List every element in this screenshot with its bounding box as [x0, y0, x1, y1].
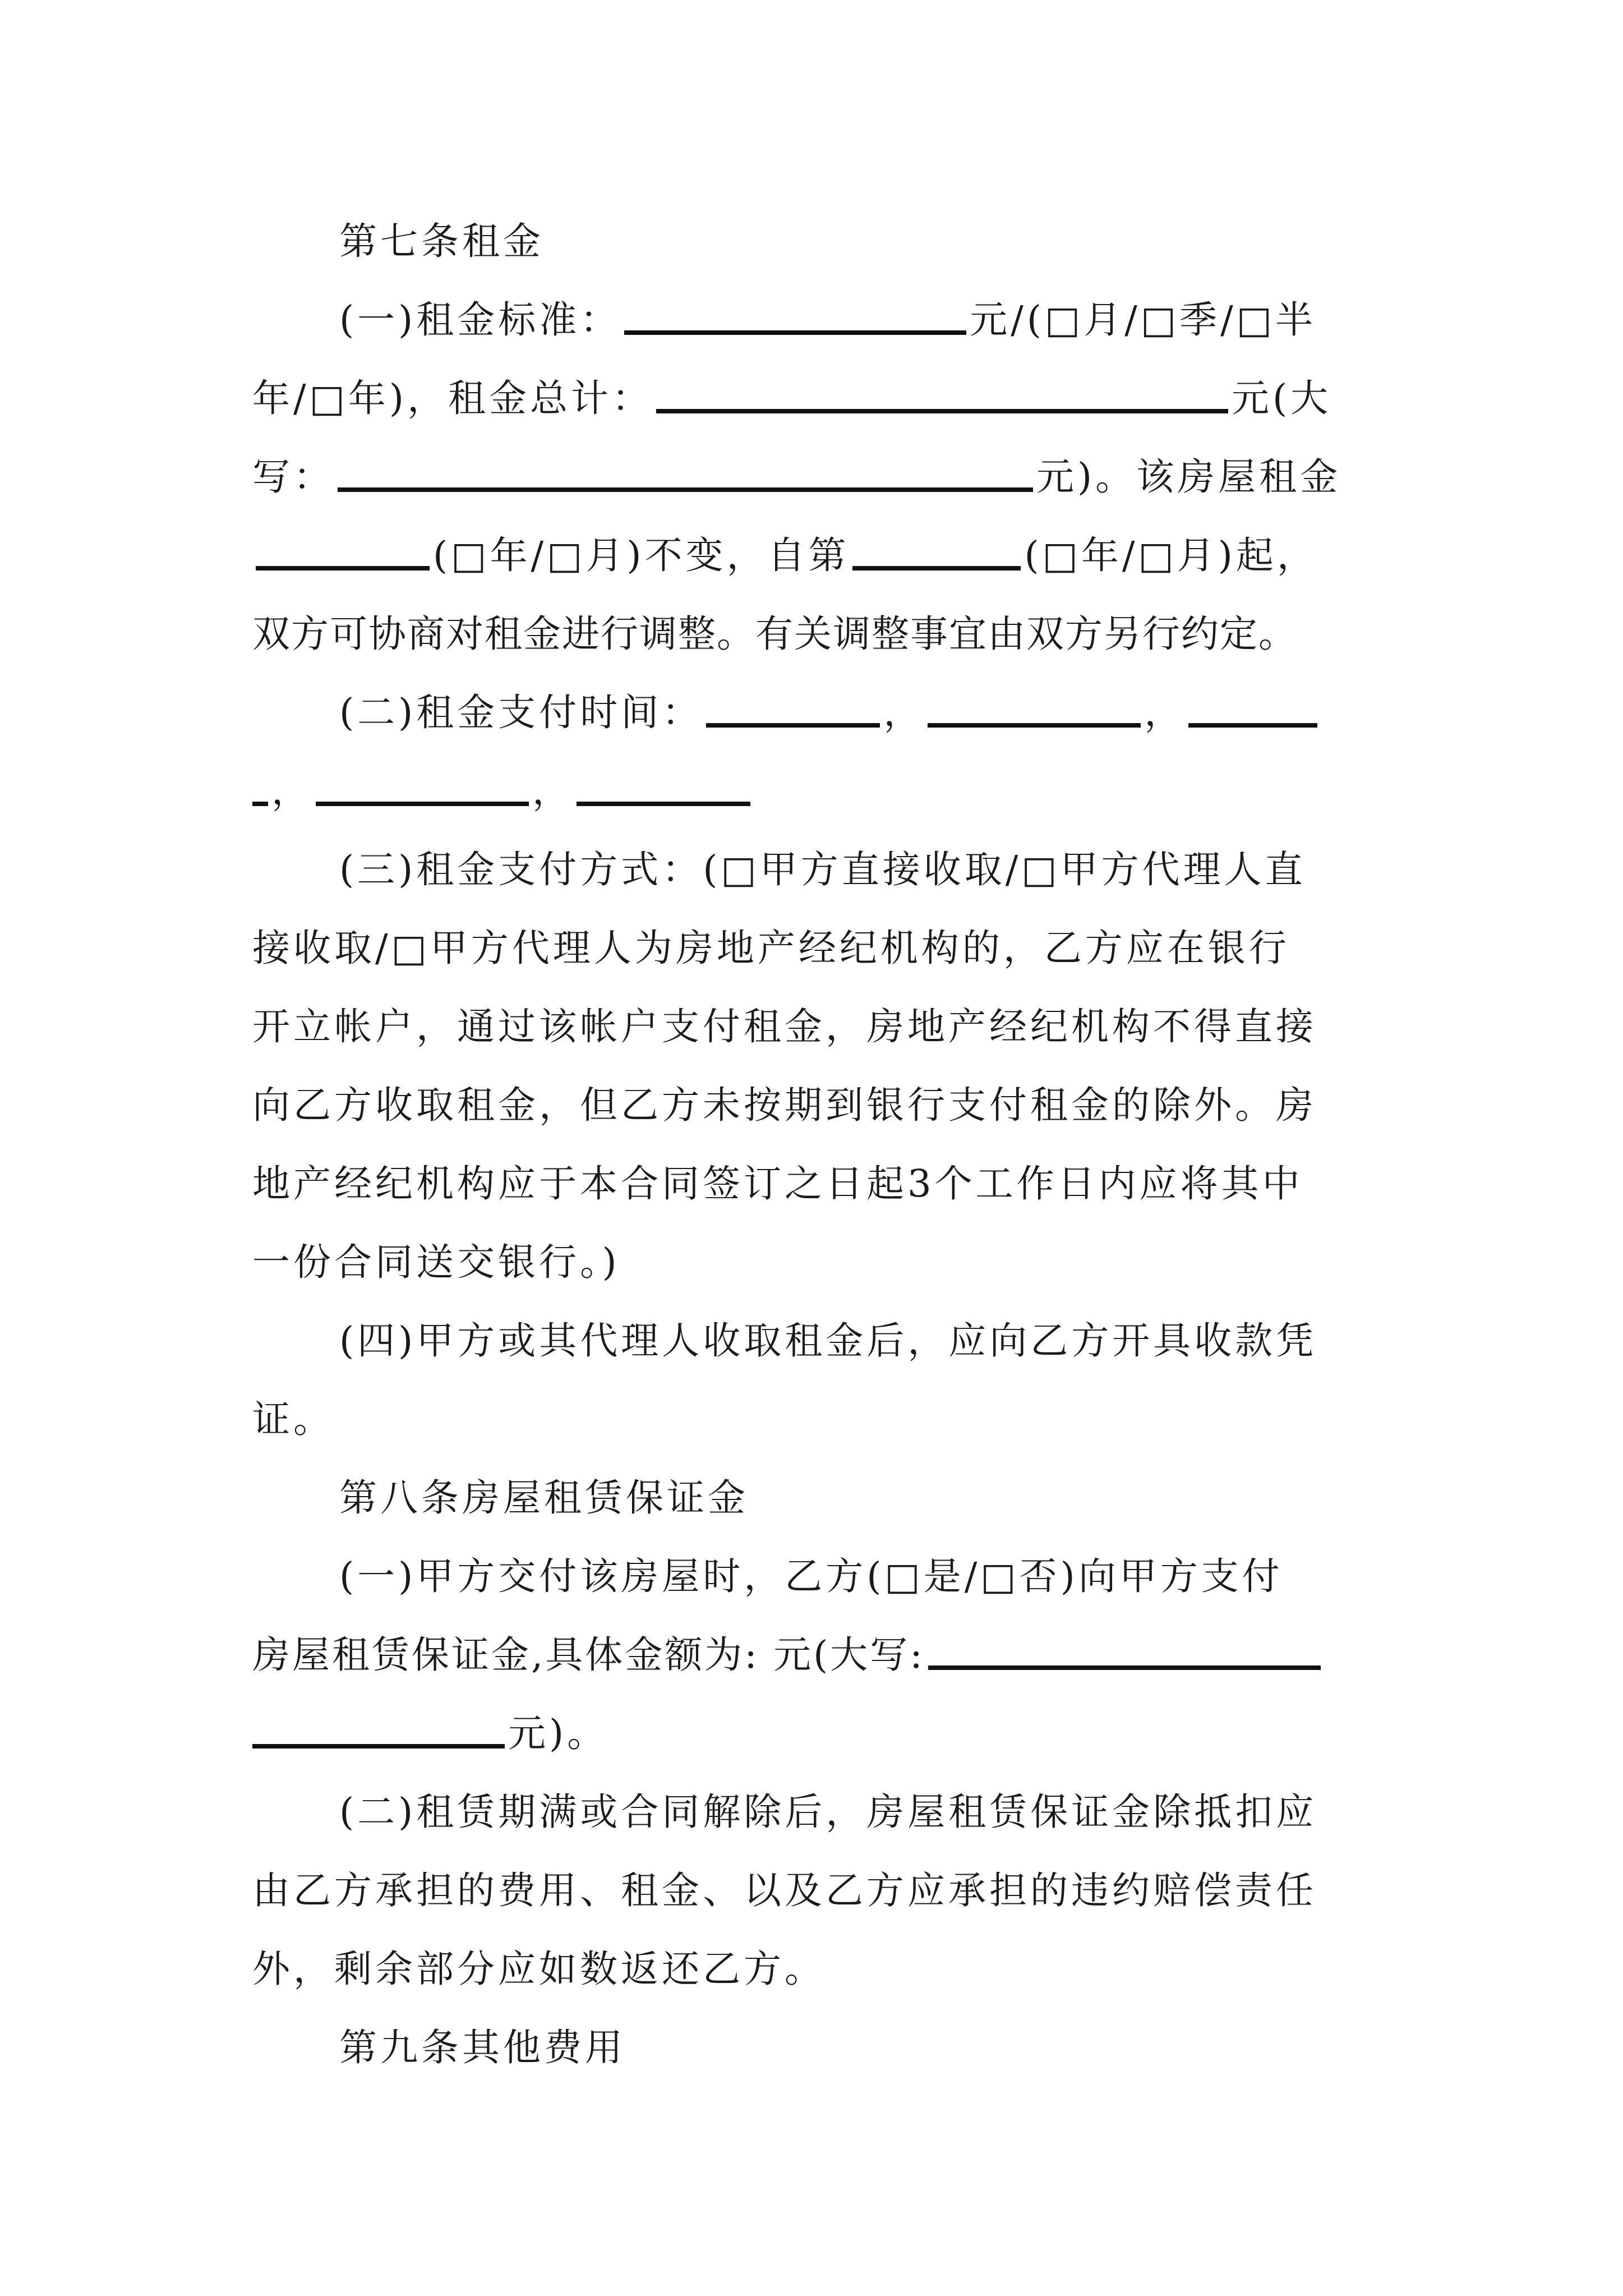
paragraph-line: [252, 452, 1341, 502]
text-segment: 元(大: [1232, 376, 1332, 420]
text-segment: ，: [883, 691, 925, 734]
text-segment: 外，剩余部分应如数返还乙方。: [252, 1947, 826, 1991]
text-segment: 接收取/□甲方代理人为房地产经纪机构的，乙方应在银行: [252, 926, 1290, 970]
fill-in-blank[interactable]: [928, 1665, 1321, 1670]
text-segment: 一份合同送交银行。): [252, 1240, 620, 1284]
fill-in-blank[interactable]: [252, 1744, 505, 1749]
paragraph-line: [252, 1001, 1317, 1052]
text-segment: 第八条房屋租赁保证金: [339, 1476, 749, 1520]
text-segment: 证。: [252, 1397, 334, 1441]
paragraph-line: [339, 1787, 1317, 1837]
article-7-heading: [339, 216, 544, 266]
paragraph-line: [252, 373, 1331, 424]
paragraph-line: [252, 1708, 608, 1759]
paragraph-line: [252, 766, 754, 816]
paragraph-line: [339, 295, 1316, 345]
article-9-heading: [339, 2022, 626, 2073]
paragraph-line: [252, 1944, 826, 1994]
text-segment: (三)租金支付方式：(□甲方直接收取/□甲方代理人直: [339, 848, 1306, 891]
text-segment: (□年/□月)不变，自第: [433, 533, 850, 577]
text-segment: 元)。: [508, 1711, 608, 1755]
text-segment: 开立帐户，通过该帐户支付租金，房地产经纪机构不得直接: [252, 1005, 1317, 1048]
fill-in-blank[interactable]: [624, 330, 966, 335]
fill-in-blank[interactable]: [256, 566, 430, 570]
fill-in-blank[interactable]: [706, 723, 880, 728]
text-segment: 向乙方收取租金，但乙方未按期到银行支付租金的除外。房: [252, 1083, 1317, 1127]
paragraph-line: [339, 844, 1306, 895]
article-8-heading: [339, 1473, 749, 1523]
text-segment: 双方可协商对租金进行调整。有关调整事宜由双方另行约定。: [252, 612, 1297, 656]
text-segment: (□年/□月)起，: [1024, 533, 1318, 577]
paragraph-line: [339, 1551, 1283, 1602]
text-segment: (一)甲方交付该房屋时，乙方(□是/□否)向甲方支付: [339, 1554, 1283, 1598]
paragraph-line: [252, 1237, 620, 1287]
paragraph-line: [252, 1080, 1317, 1130]
text-segment: (一)租金标准：: [339, 298, 621, 342]
text-segment: 第九条其他费用: [339, 2026, 626, 2069]
text-segment: 写：: [252, 455, 334, 499]
paragraph-line: [252, 923, 1290, 973]
text-segment: 元/(□月/□季/□半: [970, 298, 1317, 342]
fill-in-blank[interactable]: [1188, 723, 1317, 728]
paragraph-line: [339, 687, 1321, 738]
text-segment: (二)租赁期满或合同解除后，房屋租赁保证金除抵扣应: [339, 1790, 1317, 1834]
text-segment: ，: [271, 769, 312, 813]
fill-in-blank[interactable]: [928, 723, 1141, 728]
paragraph-line: [252, 530, 1318, 581]
fill-in-blank[interactable]: [338, 487, 1033, 492]
paragraph-line: [252, 1394, 334, 1444]
fill-in-blank[interactable]: [577, 802, 750, 806]
fill-in-blank[interactable]: [252, 802, 268, 806]
fill-in-blank[interactable]: [852, 566, 1021, 570]
text-segment: 房屋租赁保证金,具体金额为: 元(大写:: [252, 1633, 925, 1677]
text-segment: ，: [1144, 691, 1186, 734]
paragraph-line: [252, 1158, 1303, 1209]
text-segment: (四)甲方或其代理人收取租金后，应向乙方开具收款凭: [339, 1319, 1317, 1363]
text-segment: 由乙方承担的费用、租金、以及乙方应承担的违约赔偿责任: [252, 1869, 1317, 1912]
paragraph-line: [339, 1315, 1317, 1366]
text-segment: 元)。该房屋租金: [1036, 455, 1341, 499]
text-segment: 地产经纪机构应于本合同签订之日起3个工作日内应将其中: [252, 1162, 1303, 1205]
text-segment: 第七条租金: [339, 219, 544, 263]
paragraph-line: [252, 1865, 1317, 1916]
text-segment: 年/□年)，租金总计：: [252, 376, 653, 420]
paragraph-line: [252, 1630, 1324, 1680]
paragraph-line: [252, 609, 1297, 659]
fill-in-blank[interactable]: [316, 802, 529, 806]
fill-in-blank[interactable]: [656, 409, 1228, 413]
text-segment: ，: [532, 769, 573, 813]
text-segment: (二)租金支付时间：: [339, 691, 703, 734]
